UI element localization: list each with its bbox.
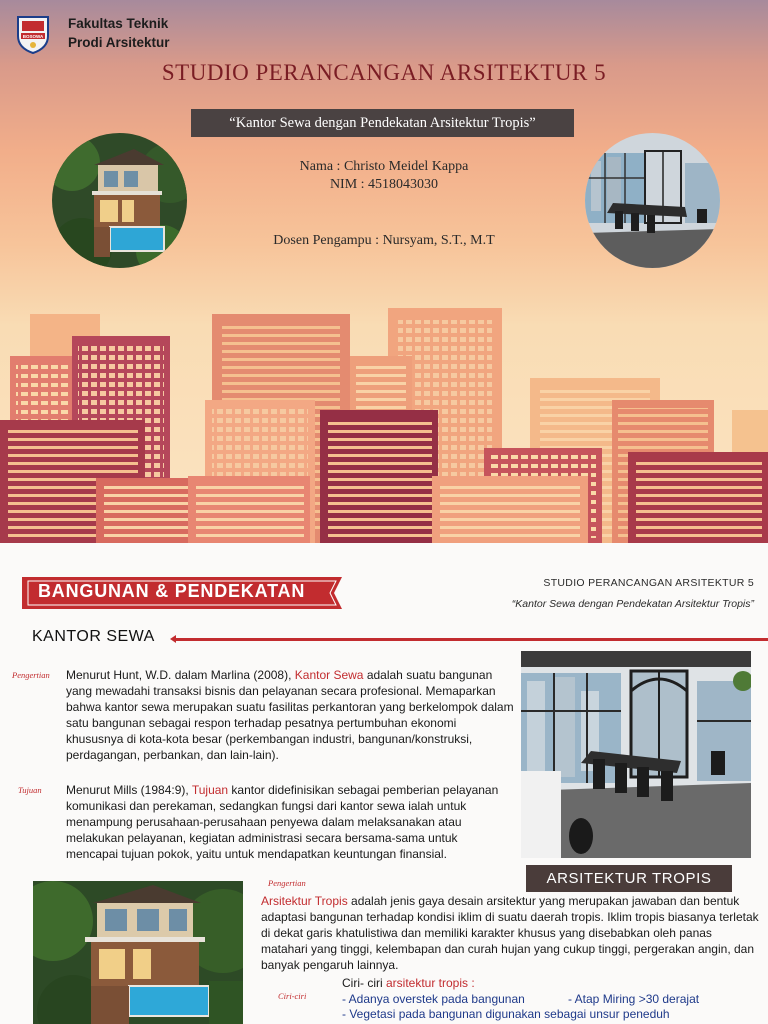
logo-text: BOSOWA	[22, 34, 44, 39]
tropical-house-photo	[33, 881, 243, 1024]
city-skyline-illustration	[0, 300, 768, 543]
kantor-sewa-term: Kantor Sewa	[294, 668, 364, 682]
faculty-label	[68, 14, 170, 52]
university-logo	[14, 14, 52, 54]
tujuan-term: Tujuan	[191, 783, 229, 797]
kantor-sewa-purpose: Menurut Mills (1984:9), Tujuan kantor didefinisikan sebagai pemberian pelayanan komunikasi dan perekaman, sedangkan fungsi dari kantor sewa ialah untuk menampung perusahaan-perusahaan penyewa dalam melaksanakan atau melakukan pelayanan, kegiatan administrasi secara bersama-sama untuk mencapai tujuan pokok, yaitu untuk mendapatkan keuntungan finansial.	[66, 783, 499, 861]
ciri-ciri-intro: Ciri- ciri arsitektur tropis :	[342, 976, 475, 990]
faculty-line: Fakultas Teknik	[68, 16, 169, 31]
tujuan-label: Tujuan	[18, 785, 42, 795]
ciri-item: - Vegetasi pada bangunan digunakan sebagai unsur peneduh	[342, 1007, 670, 1021]
student-name: Nama : Christo Meidel Kappa	[299, 159, 469, 174]
office-interior-photo	[521, 651, 751, 858]
arsitektur-tropis-term: Arsitektur Tropis	[261, 894, 348, 908]
cover-title: STUDIO PERANCANGAN ARSITEKTUR 5	[161, 60, 607, 85]
ciri-item: - Atap Miring >30 derajat	[568, 992, 700, 1006]
student-nim: NIM : 4518043030	[329, 177, 439, 192]
ciri-ciri-label: Ciri-ciri	[278, 991, 307, 1001]
header-title: STUDIO PERANCANGAN ARSITEKTUR 5	[543, 577, 754, 589]
pengertian-tropis-label: Pengertian	[268, 878, 306, 888]
kantor-sewa-definition: Menurut Hunt, W.D. dalam Marlina (2008), Kantor Sewa adalah suatu bangunan yang mewadahi transaksi bisnis dan pelayanan secara profesional. Memaparkan bahwa kantor sewa merupakan suatu fasilitas perkantoran yang berkelompok dalam satu bangunan sebagai respon terhadap pesatnya pertumbuhan ekonomi khususnya di kota-kota besar (perkembangan industri, bangunan/konstruksi, perdagangan, perbankan, dan lain-lain).	[66, 668, 514, 762]
arsitektur-tropis-heading: ARSITEKTUR TROPIS	[526, 865, 732, 892]
content-page	[0, 543, 768, 1024]
header-subtitle: “Kantor Sewa dengan Pendekatan Arsitektur Tropis”	[511, 598, 754, 610]
pengertian-label: Pengertian	[12, 670, 50, 680]
program-line: Prodi Arsitektur	[68, 35, 170, 50]
cover-subtitle: “Kantor Sewa dengan Pendekatan Arsitektur Tropis”	[191, 109, 574, 137]
kantor-sewa-heading: KANTOR SEWA	[32, 628, 155, 645]
ciri-item: - Adanya overstek pada bangunan	[342, 992, 525, 1006]
arsitektur-tropis-definition: Arsitektur Tropis adalah jenis gaya desain arsitektur yang merupakan jawaban dan bentuk adaptasi bangunan terhadap kondisi iklim di suatu daerah tropis. Iklim tropis biasanya terletak di dekat garis khatulistiwa dan memiliki karakter khusus yang disebabkan oleh panas matahari yang tinggi, kelembapan dan curah hujan yang cukup tinggi, pergerakan angin, dan banyak pengaruh lainnya.	[261, 894, 759, 972]
section-ribbon-label: BANGUNAN & PENDEKATAN	[38, 581, 306, 601]
heading-divider	[174, 638, 768, 641]
lecturer: Dosen Pengampu : Nursyam, S.T., M.T	[273, 233, 495, 248]
